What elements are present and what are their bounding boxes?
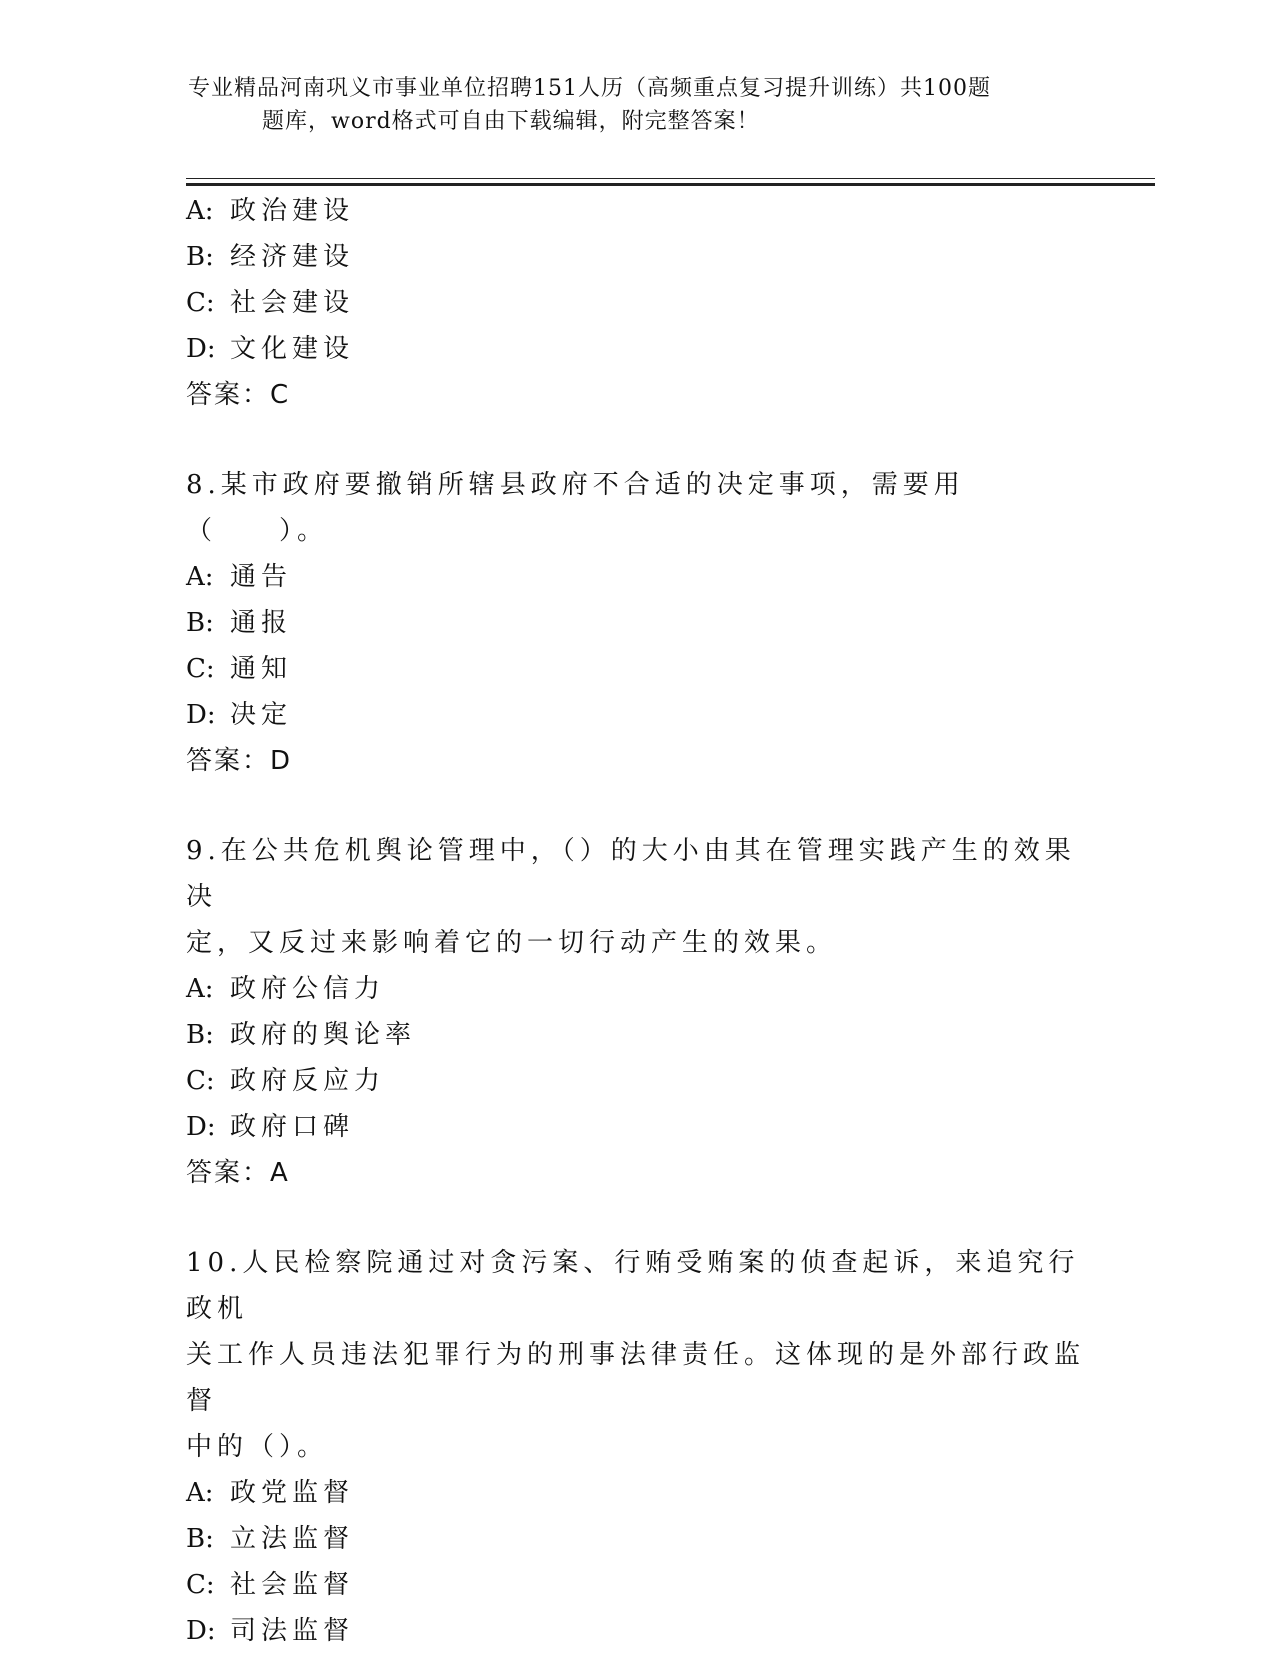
spacer [186, 1196, 1086, 1240]
option-text: 政府的舆论率 [230, 1020, 417, 1050]
option-text: 通告 [230, 562, 293, 592]
option-a [186, 1470, 1086, 1516]
option-text: 立法监督 [230, 1524, 355, 1554]
option-d [186, 692, 1086, 738]
answer-line: 答案：A [186, 1158, 290, 1188]
option-letter: C: [186, 1570, 215, 1600]
option-letter: D: [186, 1112, 216, 1142]
option-letter: D: [186, 1616, 216, 1646]
option-letter: A: [186, 974, 214, 1004]
option-d [186, 1104, 1086, 1150]
option-c [186, 280, 1086, 326]
option-b [186, 234, 1086, 280]
option-letter: A: [186, 1478, 214, 1508]
option-d [186, 326, 1086, 372]
option-text: 文化建设 [230, 334, 355, 364]
option-text: 经济建设 [230, 242, 355, 272]
option-text: 政治建设 [230, 196, 355, 226]
header-title-line1: 专业精品河南巩义市事业单位招聘151人历（高频重点复习提升训练）共100题 [188, 76, 991, 101]
option-letter: A: [186, 196, 214, 226]
question-stem-line3: 中的（）。 [186, 1432, 329, 1462]
header-title-line2: 题库，word格式可自由下载编辑，附完整答案！ [262, 109, 760, 134]
option-a [186, 188, 1086, 234]
option-c [186, 1562, 1086, 1608]
option-letter: B: [186, 608, 214, 638]
header-rule-thin [186, 178, 1155, 179]
question-stem: 8.某市政府要撤销所辖县政府不合适的决定事项，需要用（ ）。 [186, 470, 965, 546]
option-letter: C: [186, 288, 215, 318]
question-stem-line1: 10.人民检察院通过对贪污案、行贿受贿案的侦查起诉，来追究行政机 [186, 1248, 1080, 1324]
option-a [186, 554, 1086, 600]
option-d [186, 1608, 1086, 1654]
option-text: 政府口碑 [230, 1112, 355, 1142]
option-text: 政府公信力 [230, 974, 386, 1004]
option-letter: C: [186, 654, 215, 684]
option-b [186, 600, 1086, 646]
question-stem-line2: 关工作人员违法犯罪行为的刑事法律责任。这体现的是外部行政监督 [186, 1340, 1086, 1416]
option-text: 决定 [230, 700, 293, 730]
question-8 [186, 462, 1086, 784]
option-letter: A: [186, 562, 214, 592]
option-letter: D: [186, 700, 216, 730]
question-9 [186, 828, 1086, 1196]
option-text: 通报 [230, 608, 293, 638]
option-letter: B: [186, 1524, 214, 1554]
option-letter: D: [186, 334, 216, 364]
option-text: 政府反应力 [230, 1066, 386, 1096]
option-b [186, 1012, 1086, 1058]
question-7 [186, 188, 1086, 418]
option-text: 社会监督 [230, 1570, 355, 1600]
header-rule-thick [186, 183, 1155, 186]
option-letter: B: [186, 1020, 214, 1050]
option-c [186, 646, 1086, 692]
option-text: 政党监督 [230, 1478, 355, 1508]
question-10 [186, 1240, 1086, 1654]
option-a [186, 966, 1086, 1012]
question-stem-line2: 定，又反过来影响着它的一切行动产生的效果。 [186, 928, 838, 958]
answer-line: 答案：D [186, 746, 293, 776]
option-b [186, 1516, 1086, 1562]
option-letter: B: [186, 242, 214, 272]
option-letter: C: [186, 1066, 215, 1096]
question-list [186, 188, 1086, 1654]
spacer [186, 784, 1086, 828]
spacer [186, 418, 1086, 462]
option-text: 司法监督 [230, 1616, 355, 1646]
option-c [186, 1058, 1086, 1104]
option-text: 通知 [230, 654, 293, 684]
option-text: 社会建设 [230, 288, 355, 318]
question-stem-line1: 9.在公共危机舆论管理中，（）的大小由其在管理实践产生的效果决 [186, 836, 1076, 912]
page-header [188, 72, 1088, 138]
answer-line: 答案：C [186, 380, 291, 410]
